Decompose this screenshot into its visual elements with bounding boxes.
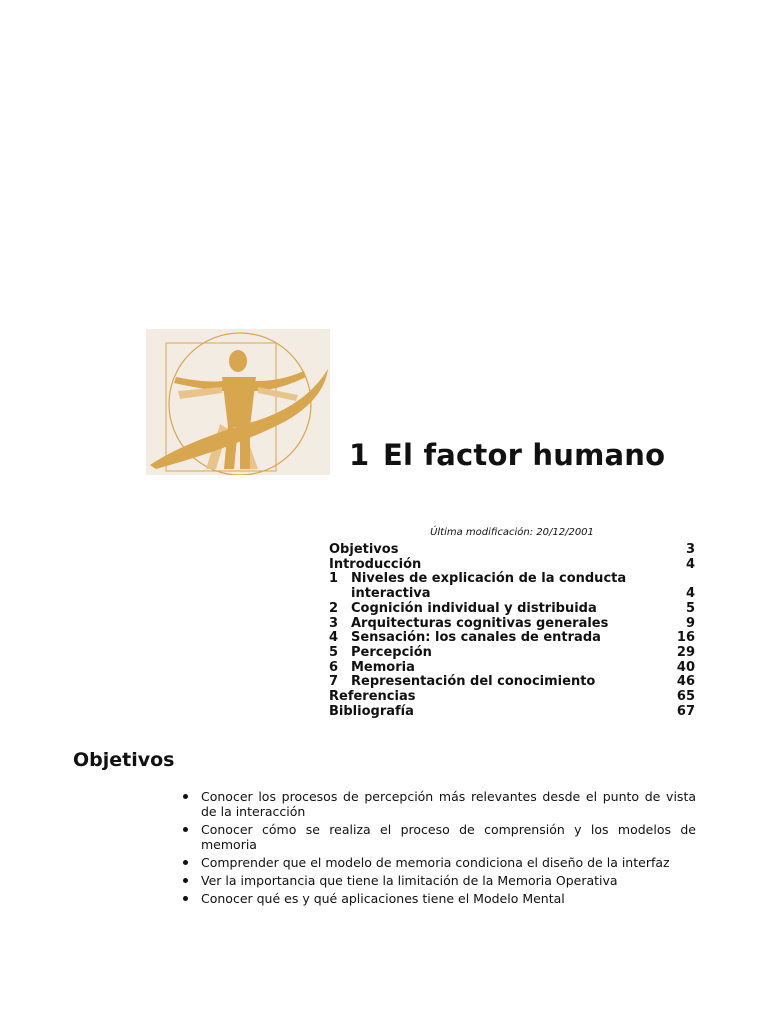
toc-row[interactable] — [329, 690, 695, 705]
toc-number: 1 — [329, 571, 339, 587]
toc-page: 5 — [685, 600, 695, 616]
toc-row[interactable] — [329, 675, 695, 690]
toc-page: 4 — [685, 586, 695, 602]
objective-text: Ver la importancia que tiene la limitación de la Memoria Operativa — [201, 873, 618, 888]
toc-title: Arquitecturas cognitivas generales — [351, 615, 609, 631]
toc-row[interactable] — [329, 705, 695, 720]
list-item — [183, 873, 696, 888]
table-of-contents — [329, 543, 695, 719]
toc-number: 6 — [329, 659, 339, 675]
list-item — [183, 891, 696, 906]
chapter-title — [349, 438, 665, 472]
vitruvian-man-icon — [146, 329, 330, 475]
toc-number: 4 — [329, 630, 339, 646]
toc-title-continued: interactiva — [351, 586, 431, 602]
objective-text: Conocer cómo se realiza el proceso de comprensión y los modelos de memoria — [201, 822, 696, 852]
objective-text: Comprender que el modelo de memoria condiciona el diseño de la interfaz — [201, 855, 670, 870]
objectives-list — [183, 789, 696, 909]
toc-page: 3 — [685, 542, 695, 557]
toc-row[interactable] — [329, 661, 695, 676]
toc-title: Representación del conocimiento — [351, 674, 596, 690]
last-modified-date: Última modificación: 20/12/2001 — [430, 527, 594, 538]
toc-title: Introducción — [329, 556, 422, 572]
toc-row[interactable] — [329, 543, 695, 558]
section-heading-objectives: Objetivos — [73, 749, 175, 771]
list-item — [183, 855, 696, 870]
toc-title: Bibliografía — [329, 703, 414, 719]
list-item — [183, 789, 696, 819]
chapter-title-text: El factor humano — [383, 438, 666, 472]
vitruvian-man-illustration — [146, 329, 330, 475]
toc-page: 4 — [685, 556, 695, 572]
bullet-icon — [183, 827, 188, 832]
toc-page: 46 — [676, 674, 695, 690]
toc-row[interactable] — [329, 558, 695, 573]
bullet-icon — [183, 794, 188, 799]
toc-number: 2 — [329, 600, 339, 616]
toc-page: 9 — [685, 615, 695, 631]
bullet-icon — [183, 878, 188, 883]
toc-number: 7 — [329, 674, 339, 690]
toc-number: 5 — [329, 644, 339, 660]
chapter-number: 1 — [349, 438, 370, 472]
bullet-icon — [183, 860, 188, 865]
toc-row[interactable] — [329, 631, 695, 646]
toc-page: 65 — [676, 689, 695, 705]
list-item — [183, 822, 696, 852]
toc-title: Sensación: los canales de entrada — [351, 630, 601, 646]
toc-title: Niveles de explicación de la conducta — [351, 571, 627, 587]
toc-title: Percepción — [351, 644, 432, 660]
toc-row[interactable] — [329, 617, 695, 632]
toc-title: Referencias — [329, 689, 416, 705]
toc-row[interactable] — [329, 572, 695, 601]
toc-title: Memoria — [351, 659, 415, 675]
toc-number: 3 — [329, 615, 339, 631]
toc-page: 16 — [676, 630, 695, 646]
bullet-icon — [183, 896, 188, 901]
toc-row[interactable] — [329, 602, 695, 617]
toc-page: 40 — [676, 659, 695, 675]
toc-row[interactable] — [329, 646, 695, 661]
objective-text: Conocer qué es y qué aplicaciones tiene el Modelo Mental — [201, 891, 565, 906]
objective-text: Conocer los procesos de percepción más relevantes desde el punto de vista de la interacción — [201, 789, 696, 819]
toc-title: Objetivos — [329, 542, 399, 557]
toc-page: 29 — [676, 644, 695, 660]
toc-title: Cognición individual y distribuida — [351, 600, 597, 616]
toc-page: 67 — [676, 703, 695, 719]
